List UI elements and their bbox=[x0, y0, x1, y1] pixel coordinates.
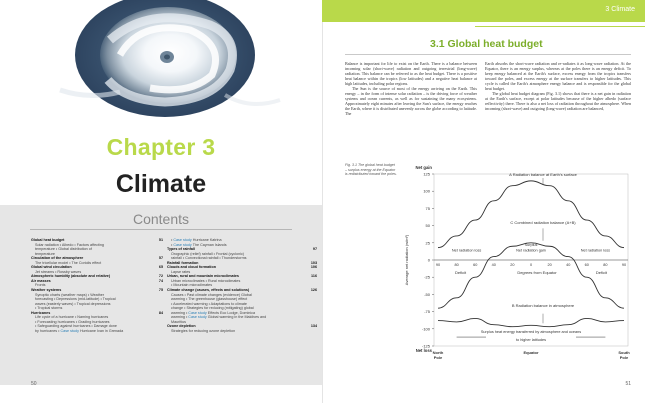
series-line bbox=[438, 318, 624, 326]
contents-page-number: 72 bbox=[158, 274, 163, 279]
contents-text: • Mountain microclimates bbox=[171, 283, 213, 288]
x-tick-label: 90 bbox=[435, 263, 441, 267]
contents-text: • Forecasting hurricanes • Grading hurricanes bbox=[35, 319, 110, 324]
contents-page-number: 84 bbox=[158, 310, 163, 315]
contents-text: Global wind circulation bbox=[31, 265, 72, 270]
annotation-loss-right: Net radiation loss bbox=[580, 248, 611, 253]
running-head: 3 Climate bbox=[605, 6, 635, 13]
contents-text: Strategies for reducing ozone depletion bbox=[171, 328, 236, 333]
contents-heading: Contents bbox=[132, 211, 190, 227]
y-tick-label: 0 bbox=[427, 257, 430, 263]
global-heat-budget-chart bbox=[400, 160, 640, 370]
contents-text: Circulation of the atmosphere bbox=[31, 256, 84, 261]
y-tick-label: 100 bbox=[423, 188, 430, 194]
net-loss-label: Net loss bbox=[415, 348, 432, 353]
body-column-right bbox=[485, 61, 631, 111]
contents-text: warming • The greenhouse (glasshouse) effect bbox=[171, 297, 248, 302]
x-tick-label: 20 bbox=[510, 263, 515, 267]
contents-text: forecasting • Depressions (mid-latitude) • Tropical bbox=[35, 297, 116, 302]
y-tick-label: -125 bbox=[421, 343, 430, 349]
x-tick-label: 40 bbox=[566, 263, 571, 267]
figure-caption: Fig. 3.1 The global heat budget – surplus energy at the Equator is redistributed toward the poles. bbox=[345, 163, 397, 176]
contents-page-number: 134 bbox=[310, 324, 317, 329]
annotation-surplus: Surplus bbox=[524, 243, 538, 248]
annotation-series-c: C Combined radiation balance (A+B) bbox=[510, 220, 576, 226]
contents-text: Hurricane Ivan in Grenada bbox=[78, 328, 124, 333]
case-study-label: Case study bbox=[188, 315, 207, 320]
contents-text: Causes • Past climate changes (evidence) Global bbox=[171, 292, 252, 297]
contents-page-number: 116 bbox=[311, 274, 317, 279]
y-tick-label: -75 bbox=[424, 309, 430, 315]
x-tick-label: 80 bbox=[454, 263, 459, 267]
annotation-gain: Net radiation gain bbox=[516, 248, 546, 253]
annotation-deficit-left: Deficit bbox=[455, 269, 467, 275]
contents-text: Fronts bbox=[35, 283, 46, 288]
contents-text: Effects Eco Lodge, Dominica bbox=[206, 310, 256, 315]
x-tick-label: 60 bbox=[473, 263, 478, 267]
book-spine bbox=[322, 0, 323, 403]
running-head-rule bbox=[475, 26, 645, 27]
body-paragraph: The global heat budget diagram (Fig. 3.1) shows that there is a net gain in radiation at the Earth's surface, except at polar latitudes because of the higher albedo (surface reflectivity) there. There is also a net loss of radiation throughout the atmosphere. When incoming (short-wave) and outgoing (long-wave) radiation are balanced, bbox=[485, 91, 631, 112]
pole-label: Pole bbox=[619, 355, 629, 360]
y-tick-label: 75 bbox=[425, 205, 430, 211]
annotation-loss-left: Net radiation loss bbox=[451, 248, 482, 253]
pole-label: Pole bbox=[433, 355, 443, 360]
x-tick-label: 80 bbox=[603, 263, 608, 267]
x-tick-label: 90 bbox=[621, 263, 627, 267]
case-study-label: Case study bbox=[60, 328, 79, 333]
annotation-transfer: Surplus heat energy transferred by atmosphere and oceans bbox=[480, 329, 582, 334]
series-line bbox=[438, 181, 624, 248]
y-tick-label: 25 bbox=[425, 240, 430, 246]
contents-page-number: 106 bbox=[310, 265, 317, 270]
contents-text: • Accelerated warming • Adaptations to climate bbox=[171, 301, 247, 306]
contents-text: Hurricane Katrina bbox=[191, 238, 222, 242]
contents-subentry bbox=[31, 329, 163, 334]
contents-page-number: 51 bbox=[158, 238, 163, 242]
contents-text: warming • bbox=[171, 315, 189, 320]
contents-text: • Tropical storms bbox=[35, 306, 63, 311]
contents-text: The Cayman Islands bbox=[191, 242, 227, 247]
contents-text: Atmospheric humidity (absolute and relative) bbox=[31, 274, 111, 279]
contents-text: Urban microclimates • Rural microclimates bbox=[171, 278, 241, 283]
contents-text: temperature bbox=[35, 251, 55, 256]
contents-text: • bbox=[171, 242, 174, 247]
contents-page-number: 97 bbox=[312, 247, 317, 252]
contents-page-number: 75 bbox=[158, 288, 163, 293]
contents-subentry bbox=[167, 329, 317, 334]
section-divider bbox=[345, 54, 631, 55]
body-column-left bbox=[345, 61, 477, 117]
y-tick-label: -100 bbox=[421, 326, 430, 332]
section-title: 3.1 Global heat budget bbox=[430, 38, 543, 50]
contents-text: Synoptic charts (weather maps) • Weather bbox=[35, 292, 105, 297]
contents-text: Orographic (relief) rainfall • Frontal (cyclonic) bbox=[171, 251, 245, 256]
contents-page-number: 65 bbox=[158, 265, 163, 270]
contents-page-number: 103 bbox=[310, 260, 317, 265]
x-tick-label: 60 bbox=[584, 263, 589, 267]
annotation-deficit-right: Deficit bbox=[595, 269, 607, 275]
y-tick-label: 125 bbox=[423, 171, 430, 177]
contents-text: Mauritius bbox=[171, 319, 186, 324]
page-number-right: 51 bbox=[625, 381, 631, 387]
contents-text: Lapse rates bbox=[171, 269, 191, 274]
case-study-label: Case study bbox=[188, 310, 207, 315]
contents-page-number: 57 bbox=[158, 256, 163, 261]
net-gain-label: Net gain bbox=[415, 165, 432, 170]
contents-text: Solar radiation • Albedo • Factors affecting bbox=[35, 242, 104, 247]
contents-text: The tricellular model • The Coriolis effect bbox=[35, 260, 102, 265]
body-paragraph: Earth absorbs the short-wave radiation and re-radiates it as long-wave radiation. At the Equator, there is an energy surplus, whereas at the poles there is an energy deficit. To keep energy balanced at the Earth's surface, excess energy from the tropics transfers toward the poles, and excess energy at the surface transfers to higher latitudes. This cycle is called the Earth's atmosphere energy balance and is responsible for the global heat budget. bbox=[485, 61, 631, 92]
contents-page-number: 126 bbox=[310, 288, 317, 293]
y-tick-label: -50 bbox=[424, 291, 430, 297]
x-axis-label: Degrees from Equator bbox=[517, 270, 557, 275]
y-tick-label: -25 bbox=[424, 274, 430, 280]
contents-text: Air masses bbox=[31, 278, 51, 283]
contents-text: Types of rainfall bbox=[167, 247, 196, 252]
pole-label: North bbox=[432, 350, 444, 355]
contents-text: Global heat budget bbox=[31, 238, 65, 242]
contents-column-right bbox=[167, 238, 317, 333]
contents-page-number: 74 bbox=[158, 278, 163, 283]
contents-text: Ozone depletion bbox=[167, 324, 196, 329]
contents-text: waves (easterly waves) • Tropical depressions bbox=[35, 301, 111, 306]
x-tick-label: 40 bbox=[491, 263, 496, 267]
contents-text: Clouds and cloud formation bbox=[167, 265, 216, 270]
contents-text: • Safeguarding against hurricanes • Damage done bbox=[35, 324, 117, 329]
contents-text: Climate change (causes, effects and solutions) bbox=[167, 288, 250, 293]
contents-text: temperature • Global distribution of bbox=[35, 247, 92, 252]
contents-text: Hurricanes bbox=[31, 310, 51, 315]
body-paragraph: The Sun is the source of most of the energy arriving on the Earth. This energy – in the form of intense solar radiation – is the driving force of weather systems and ocean currents, as well as for sustaining the many ecosystems. Approximately eight minutes after leaving the Sun's surface, the energy reaches the Earth, where it is distributed unevenly across the globe according to latitude. The bbox=[345, 86, 477, 117]
page-number-left: 50 bbox=[31, 381, 37, 387]
contents-text: change • Strategies for reducing (mitigating) global bbox=[171, 306, 254, 311]
y-axis-label: Average net radiation (w/m²) bbox=[404, 234, 409, 286]
chapter-label: Chapter 3 bbox=[106, 134, 216, 160]
x-tick-label: 20 bbox=[547, 263, 552, 267]
contents-text: Life cycle of a hurricane • Naming hurricanes bbox=[35, 315, 109, 320]
annotation-transfer-2: to higher latitudes bbox=[516, 338, 546, 343]
chapter-heading bbox=[0, 136, 322, 197]
contents-text: Jet streams • Rossby waves bbox=[35, 269, 82, 274]
contents-text: by hurricanes • bbox=[35, 328, 61, 333]
case-study-label: Case study bbox=[173, 238, 192, 242]
x-tick-label: 0 bbox=[529, 263, 533, 267]
annotation-series-a: A Radiation balance at Earth's surface bbox=[509, 172, 577, 177]
contents-text: rainfall • Convectional rainfall • Thunderstorms bbox=[171, 256, 247, 261]
contents-text: Global warming in the Maldives and bbox=[206, 315, 267, 320]
contents-text: Weather systems bbox=[31, 288, 62, 293]
contents-text: • bbox=[171, 238, 174, 242]
running-head-bar bbox=[322, 0, 645, 22]
annotation-series-b: B Radiation balance in atmosphere bbox=[511, 302, 575, 308]
case-study-label: Case study bbox=[173, 242, 192, 247]
chapter-title: Climate bbox=[115, 170, 207, 198]
y-tick-label: 50 bbox=[425, 223, 430, 229]
contents-text: Rainfall formation bbox=[167, 260, 199, 265]
pole-label: Equator bbox=[523, 350, 539, 355]
contents-text: Urban, rural and mountain microclimates bbox=[167, 274, 239, 279]
contents-text: warming • bbox=[171, 310, 189, 315]
pole-label: South bbox=[618, 350, 630, 355]
body-paragraph: Balance is important for life to exist on the Earth. There is a balance between incoming solar (short-wave) radiation and outgoing terrestrial (long-wave) radiation. This balance can be referred to as the heat budget. There is a positive heat balance within the tropics (low latitudes) and a negative heat balance at high latitudes, including polar regions. bbox=[345, 61, 477, 87]
contents-divider bbox=[30, 229, 292, 230]
contents-column-left bbox=[31, 238, 163, 333]
